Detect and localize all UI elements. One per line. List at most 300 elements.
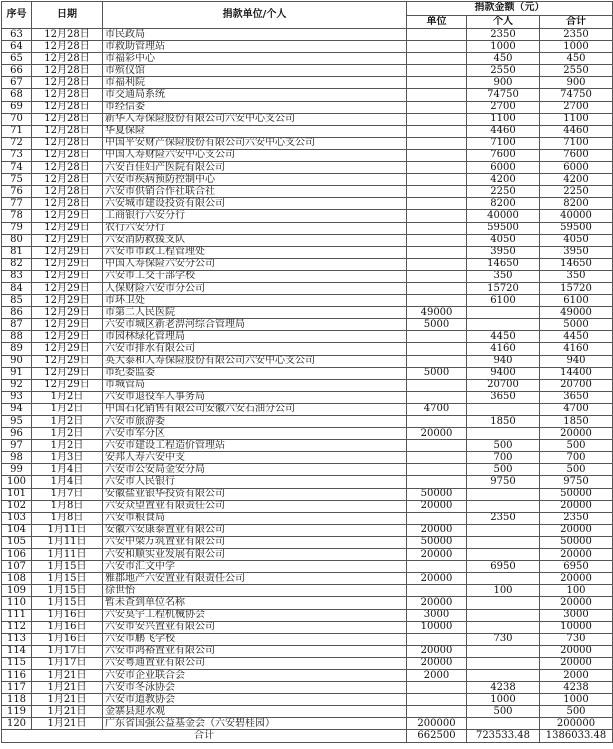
- cell-donor: 六安市企业联合会: [103, 669, 407, 681]
- cell-donor: 六安市军分区: [103, 428, 407, 440]
- cell-person-amount: 2550: [467, 65, 540, 77]
- cell-unit-amount: [407, 633, 467, 645]
- cell-date: 1月16日: [32, 633, 103, 645]
- cell-date: 12月29日: [32, 331, 103, 343]
- table-row: [2, 162, 613, 174]
- cell-date: 1月2日: [32, 440, 103, 452]
- cell-seq: 64: [2, 41, 32, 53]
- cell-total-amount: 1000: [540, 41, 613, 53]
- cell-unit-amount: [407, 682, 467, 694]
- cell-total-amount: 2350: [540, 512, 613, 524]
- cell-unit-amount: 20000: [407, 573, 467, 585]
- cell-seq: 118: [2, 694, 32, 706]
- cell-total-amount: 500: [540, 464, 613, 476]
- table-row: [2, 609, 613, 621]
- cell-date: 12月29日: [32, 343, 103, 355]
- cell-seq: 68: [2, 89, 32, 101]
- cell-date: 1月17日: [32, 645, 103, 657]
- cell-unit-amount: [407, 452, 467, 464]
- cell-unit-amount: 4700: [407, 403, 467, 415]
- cell-seq: 116: [2, 669, 32, 681]
- cell-unit-amount: 20000: [407, 524, 467, 536]
- cell-seq: 65: [2, 53, 32, 65]
- cell-date: 12月28日: [32, 29, 103, 41]
- cell-unit-amount: [407, 198, 467, 210]
- cell-unit-amount: [407, 246, 467, 258]
- cell-seq: 70: [2, 113, 32, 125]
- table-row: [2, 452, 613, 464]
- cell-seq: 119: [2, 706, 32, 718]
- cell-date: 12月28日: [32, 53, 103, 65]
- cell-donor: 六安市人民银行: [103, 476, 407, 488]
- cell-unit-amount: [407, 234, 467, 246]
- cell-total-amount: 20000: [540, 428, 613, 440]
- cell-seq: 85: [2, 295, 32, 307]
- cell-donor: 农行六安分行: [103, 222, 407, 234]
- cell-person-amount: [467, 609, 540, 621]
- cell-donor: 工商银行六安分行: [103, 210, 407, 222]
- table-row: [2, 77, 613, 89]
- cell-donor: 六安市道教协会: [103, 694, 407, 706]
- cell-date: 1月16日: [32, 609, 103, 621]
- cell-donor: 六安众望置业有限责任公司: [103, 500, 407, 512]
- cell-donor: 六安市旅游委: [103, 416, 407, 428]
- cell-total-amount: 4700: [540, 403, 613, 415]
- cell-person-amount: 4200: [467, 174, 540, 186]
- cell-person-amount: 730: [467, 633, 540, 645]
- cell-unit-amount: [407, 295, 467, 307]
- cell-unit-amount: 5000: [407, 367, 467, 379]
- table-row: [2, 282, 613, 294]
- cell-date: 1月8日: [32, 500, 103, 512]
- cell-date: 1月7日: [32, 488, 103, 500]
- cell-seq: 96: [2, 428, 32, 440]
- cell-donor: 安徽盐业银华投资有限公司: [103, 488, 407, 500]
- table-row: [2, 331, 613, 343]
- cell-person-amount: [467, 573, 540, 585]
- cell-person-amount: [467, 657, 540, 669]
- cell-unit-amount: [407, 379, 467, 391]
- cell-seq: 108: [2, 573, 32, 585]
- table-row: [2, 258, 613, 270]
- cell-date: 12月29日: [32, 270, 103, 282]
- cell-date: 1月16日: [32, 621, 103, 633]
- cell-date: 12月29日: [32, 355, 103, 367]
- cell-person-amount: 1100: [467, 113, 540, 125]
- cell-seq: 67: [2, 77, 32, 89]
- cell-donor: 六安中梁万筑置业有限公司: [103, 536, 407, 548]
- cell-seq: 69: [2, 101, 32, 113]
- cell-person-amount: 7600: [467, 149, 540, 161]
- cell-person-amount: 9750: [467, 476, 540, 488]
- cell-total-amount: 1100: [540, 113, 613, 125]
- cell-person-amount: 700: [467, 452, 540, 464]
- table-row: [2, 307, 613, 319]
- cell-total-amount: 730: [540, 633, 613, 645]
- cell-total-amount: 4450: [540, 331, 613, 343]
- table-row: [2, 694, 613, 706]
- cell-seq: 100: [2, 476, 32, 488]
- cell-unit-amount: [407, 561, 467, 573]
- cell-donor: 六安市鸿裕置业有限公司: [103, 645, 407, 657]
- cell-donor: 金寨县迎水观: [103, 706, 407, 718]
- cell-date: 12月28日: [32, 101, 103, 113]
- cell-donor: 市福利院: [103, 77, 407, 89]
- cell-total-amount: 8200: [540, 198, 613, 210]
- table-row: [2, 210, 613, 222]
- cell-person-amount: 1850: [467, 416, 540, 428]
- cell-total-amount: 20000: [540, 549, 613, 561]
- cell-seq: 86: [2, 307, 32, 319]
- cell-total-amount: 14650: [540, 258, 613, 270]
- cell-person-amount: 2700: [467, 101, 540, 113]
- cell-date: 12月28日: [32, 174, 103, 186]
- cell-total-amount: 4238: [540, 682, 613, 694]
- cell-donor: 六安市供销合作社联合社: [103, 186, 407, 198]
- cell-person-amount: 7100: [467, 137, 540, 149]
- cell-donor: 六安市市政工程管理处: [103, 246, 407, 258]
- cell-donor: 广东省国强公益基金会（六安碧桂园）: [103, 718, 407, 730]
- table-row: [2, 585, 613, 597]
- cell-seq: 98: [2, 452, 32, 464]
- cell-total-amount: 4050: [540, 234, 613, 246]
- cell-unit-amount: [407, 162, 467, 174]
- table-row: [2, 440, 613, 452]
- table-row: [2, 149, 613, 161]
- cell-seq: 83: [2, 270, 32, 282]
- cell-unit-amount: 3000: [407, 609, 467, 621]
- cell-donor: 人保财险六安市分公司: [103, 282, 407, 294]
- cell-unit-amount: 20000: [407, 597, 467, 609]
- cell-unit-amount: 20000: [407, 500, 467, 512]
- cell-person-amount: 40000: [467, 210, 540, 222]
- cell-date: 12月28日: [32, 41, 103, 53]
- table-row: [2, 549, 613, 561]
- cell-seq: 95: [2, 416, 32, 428]
- cell-person-amount: [467, 536, 540, 548]
- cell-donor: 六安市城区新老淠河综合管理局: [103, 319, 407, 331]
- cell-donor: 市福彩中心: [103, 53, 407, 65]
- cell-person-amount: 500: [467, 440, 540, 452]
- cell-date: 1月2日: [32, 416, 103, 428]
- totals-total: 1386033.48: [540, 730, 613, 743]
- cell-date: 12月28日: [32, 113, 103, 125]
- cell-total-amount: 14400: [540, 367, 613, 379]
- cell-person-amount: 2350: [467, 512, 540, 524]
- table-row: [2, 573, 613, 585]
- cell-date: 12月29日: [32, 282, 103, 294]
- cell-date: 1月4日: [32, 476, 103, 488]
- cell-donor: 六安市冬泳协会: [103, 682, 407, 694]
- donation-table-wrapper: [1, 1, 612, 743]
- cell-donor: 六安城市建设投资有限公司: [103, 198, 407, 210]
- table-row: [2, 295, 613, 307]
- cell-seq: 105: [2, 536, 32, 548]
- cell-person-amount: 14650: [467, 258, 540, 270]
- cell-total-amount: 2250: [540, 186, 613, 198]
- table-row: [2, 113, 613, 125]
- cell-total-amount: 20000: [540, 500, 613, 512]
- cell-date: 12月28日: [32, 125, 103, 137]
- cell-seq: 117: [2, 682, 32, 694]
- table-row: [2, 621, 613, 633]
- cell-person-amount: 350: [467, 270, 540, 282]
- cell-seq: 92: [2, 379, 32, 391]
- cell-seq: 81: [2, 246, 32, 258]
- cell-total-amount: 6000: [540, 162, 613, 174]
- cell-person-amount: 100: [467, 585, 540, 597]
- cell-seq: 72: [2, 137, 32, 149]
- cell-unit-amount: [407, 210, 467, 222]
- cell-unit-amount: 200000: [407, 718, 467, 730]
- cell-seq: 106: [2, 549, 32, 561]
- cell-date: 12月29日: [32, 307, 103, 319]
- table-row: [2, 89, 613, 101]
- cell-seq: 120: [2, 718, 32, 730]
- cell-donor: 六安市工交干部学校: [103, 270, 407, 282]
- cell-person-amount: [467, 488, 540, 500]
- cell-donor: 六安市粮食局: [103, 512, 407, 524]
- cell-total-amount: 3650: [540, 391, 613, 403]
- cell-total-amount: 74750: [540, 89, 613, 101]
- cell-unit-amount: [407, 89, 467, 101]
- cell-date: 12月29日: [32, 367, 103, 379]
- cell-date: 12月29日: [32, 246, 103, 258]
- table-row: [2, 41, 613, 53]
- cell-total-amount: 20000: [540, 657, 613, 669]
- cell-donor: 六安市鹏飞学校: [103, 633, 407, 645]
- table-row: [2, 633, 613, 645]
- cell-donor: 英大泰和人寿保险股份有限公司六安中心支公司: [103, 355, 407, 367]
- cell-seq: 97: [2, 440, 32, 452]
- cell-unit-amount: [407, 440, 467, 452]
- cell-unit-amount: [407, 706, 467, 718]
- cell-unit-amount: [407, 101, 467, 113]
- cell-date: 12月29日: [32, 210, 103, 222]
- cell-person-amount: 900: [467, 77, 540, 89]
- table-row: [2, 706, 613, 718]
- cell-date: 1月21日: [32, 682, 103, 694]
- cell-total-amount: 1850: [540, 416, 613, 428]
- cell-seq: 109: [2, 585, 32, 597]
- table-row: [2, 524, 613, 536]
- cell-seq: 107: [2, 561, 32, 573]
- cell-seq: 80: [2, 234, 32, 246]
- cell-total-amount: 20000: [540, 597, 613, 609]
- cell-date: 12月29日: [32, 295, 103, 307]
- table-row: [2, 536, 613, 548]
- cell-total-amount: 20000: [540, 524, 613, 536]
- cell-date: 1月8日: [32, 512, 103, 524]
- cell-unit-amount: [407, 41, 467, 53]
- cell-unit-amount: 49000: [407, 307, 467, 319]
- cell-date: 12月29日: [32, 222, 103, 234]
- cell-unit-amount: [407, 282, 467, 294]
- table-row: [2, 174, 613, 186]
- cell-person-amount: 6000: [467, 162, 540, 174]
- cell-person-amount: [467, 669, 540, 681]
- cell-seq: 103: [2, 512, 32, 524]
- cell-donor: 六安市安兴置业有限公司: [103, 621, 407, 633]
- cell-donor: 市民政局: [103, 29, 407, 41]
- cell-seq: 91: [2, 367, 32, 379]
- table-row: [2, 270, 613, 282]
- cell-unit-amount: [407, 53, 467, 65]
- cell-total-amount: 40000: [540, 210, 613, 222]
- table-row: [2, 645, 613, 657]
- cell-seq: 73: [2, 149, 32, 161]
- cell-donor: 六安市公安局金安分局: [103, 464, 407, 476]
- cell-date: 1月2日: [32, 428, 103, 440]
- cell-date: 12月29日: [32, 379, 103, 391]
- cell-seq: 115: [2, 657, 32, 669]
- cell-donor: 市纪委监委: [103, 367, 407, 379]
- cell-donor: 安邦人寿六安中支: [103, 452, 407, 464]
- cell-unit-amount: [407, 29, 467, 41]
- cell-donor: 雅郡地产六安置业有限责任公司: [103, 573, 407, 585]
- cell-total-amount: 50000: [540, 536, 613, 548]
- cell-donor: 市殡仪馆: [103, 65, 407, 77]
- cell-seq: 84: [2, 282, 32, 294]
- cell-person-amount: [467, 718, 540, 730]
- cell-unit-amount: [407, 113, 467, 125]
- table-row: [2, 343, 613, 355]
- cell-person-amount: 74750: [467, 89, 540, 101]
- table-row: [2, 464, 613, 476]
- cell-total-amount: 20700: [540, 379, 613, 391]
- cell-donor: 六安市汇文中学: [103, 561, 407, 573]
- cell-person-amount: 6950: [467, 561, 540, 573]
- cell-unit-amount: 5000: [407, 319, 467, 331]
- totals-label: 合计: [2, 730, 407, 743]
- table-row: [2, 416, 613, 428]
- table-row: [2, 512, 613, 524]
- table-row: [2, 355, 613, 367]
- cell-total-amount: 2550: [540, 65, 613, 77]
- cell-unit-amount: [407, 149, 467, 161]
- cell-person-amount: 4450: [467, 331, 540, 343]
- cell-total-amount: 2350: [540, 29, 613, 41]
- cell-donor: 六安市建设工程造价管理站: [103, 440, 407, 452]
- header-date: 日期: [32, 2, 103, 29]
- cell-unit-amount: [407, 125, 467, 137]
- header-person: 个人: [467, 15, 540, 29]
- cell-donor: 六安粤通置业有限公司: [103, 657, 407, 669]
- cell-person-amount: 4460: [467, 125, 540, 137]
- cell-total-amount: 700: [540, 452, 613, 464]
- cell-person-amount: [467, 403, 540, 415]
- cell-date: 1月3日: [32, 452, 103, 464]
- cell-person-amount: [467, 549, 540, 561]
- cell-donor: 中国人寿财险六安中心支公司: [103, 149, 407, 161]
- table-row: [2, 657, 613, 669]
- cell-unit-amount: [407, 186, 467, 198]
- cell-seq: 63: [2, 29, 32, 41]
- cell-person-amount: 59500: [467, 222, 540, 234]
- table-row: [2, 186, 613, 198]
- cell-total-amount: 450: [540, 53, 613, 65]
- cell-date: 1月2日: [32, 403, 103, 415]
- cell-unit-amount: [407, 464, 467, 476]
- cell-date: 12月28日: [32, 149, 103, 161]
- cell-total-amount: 900: [540, 77, 613, 89]
- cell-seq: 102: [2, 500, 32, 512]
- table-row: [2, 379, 613, 391]
- cell-date: 12月29日: [32, 258, 103, 270]
- table-row: [2, 682, 613, 694]
- cell-unit-amount: [407, 137, 467, 149]
- cell-total-amount: 200000: [540, 718, 613, 730]
- cell-unit-amount: [407, 270, 467, 282]
- cell-person-amount: 450: [467, 53, 540, 65]
- cell-total-amount: 20000: [540, 573, 613, 585]
- donation-rows: [2, 29, 613, 730]
- cell-person-amount: 6100: [467, 295, 540, 307]
- cell-unit-amount: [407, 476, 467, 488]
- cell-date: 1月15日: [32, 573, 103, 585]
- cell-total-amount: 3000: [540, 609, 613, 621]
- cell-unit-amount: [407, 222, 467, 234]
- header-amount-group: 捐款金额（元）: [407, 2, 613, 16]
- cell-donor: 市救助管理站: [103, 41, 407, 53]
- table-row: [2, 222, 613, 234]
- cell-unit-amount: [407, 416, 467, 428]
- cell-donor: 市城管局: [103, 379, 407, 391]
- cell-person-amount: 2350: [467, 29, 540, 41]
- cell-seq: 99: [2, 464, 32, 476]
- cell-total-amount: 4460: [540, 125, 613, 137]
- table-row: [2, 234, 613, 246]
- cell-date: 12月28日: [32, 137, 103, 149]
- cell-seq: 77: [2, 198, 32, 210]
- header-total: 合计: [540, 15, 613, 29]
- cell-date: 12月29日: [32, 319, 103, 331]
- cell-donor: 华夏保险: [103, 125, 407, 137]
- cell-total-amount: 500: [540, 440, 613, 452]
- cell-seq: 94: [2, 403, 32, 415]
- cell-donor: 安徽六安康泰置业有限公司: [103, 524, 407, 536]
- cell-unit-amount: [407, 77, 467, 89]
- cell-unit-amount: [407, 331, 467, 343]
- cell-total-amount: 6950: [540, 561, 613, 573]
- table-row: [2, 476, 613, 488]
- cell-donor: 中国平安财产保险股份有限公司六安中心支公司: [103, 137, 407, 149]
- cell-seq: 93: [2, 391, 32, 403]
- cell-seq: 74: [2, 162, 32, 174]
- cell-unit-amount: 10000: [407, 621, 467, 633]
- cell-total-amount: 9750: [540, 476, 613, 488]
- cell-donor: 徐世怡: [103, 585, 407, 597]
- cell-donor: 市经信委: [103, 101, 407, 113]
- cell-date: 1月4日: [32, 464, 103, 476]
- cell-unit-amount: [407, 585, 467, 597]
- cell-unit-amount: 50000: [407, 488, 467, 500]
- cell-date: 1月11日: [32, 549, 103, 561]
- cell-person-amount: 1000: [467, 41, 540, 53]
- cell-person-amount: [467, 621, 540, 633]
- cell-person-amount: [467, 597, 540, 609]
- cell-person-amount: 4238: [467, 682, 540, 694]
- cell-person-amount: 3650: [467, 391, 540, 403]
- cell-person-amount: 2250: [467, 186, 540, 198]
- table-row: [2, 718, 613, 730]
- cell-date: 1月21日: [32, 669, 103, 681]
- table-row: [2, 137, 613, 149]
- cell-person-amount: 4160: [467, 343, 540, 355]
- cell-unit-amount: 20000: [407, 645, 467, 657]
- cell-unit-amount: [407, 174, 467, 186]
- cell-seq: 71: [2, 125, 32, 137]
